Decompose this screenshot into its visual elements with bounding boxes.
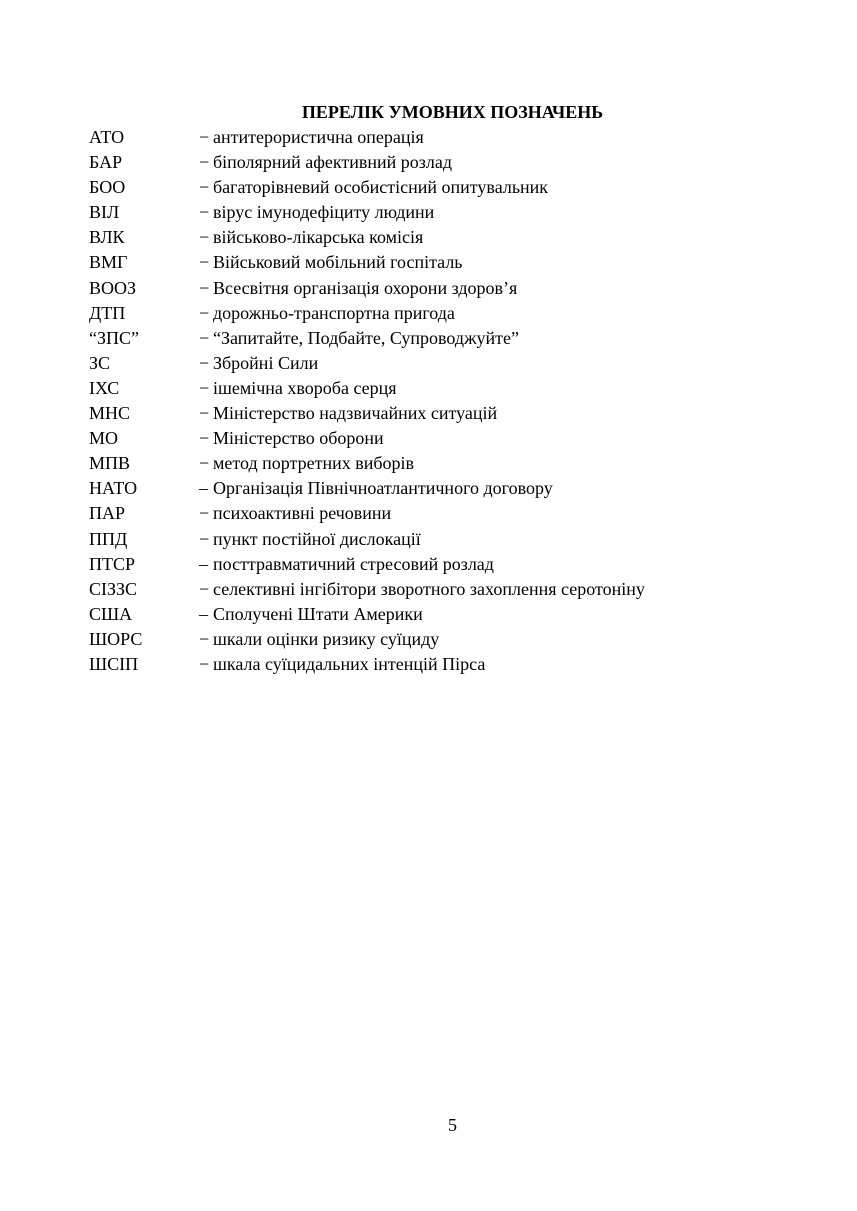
abbreviation: ПАР [89, 503, 126, 524]
definition: Сполучені Штати Америки [213, 603, 423, 624]
definition: Військовий мобільний госпіталь [213, 252, 463, 273]
abbreviation: “ЗПС” [89, 327, 140, 348]
abbreviation: МПВ [89, 453, 131, 474]
definition: дорожньо-транспортна пригода [213, 302, 455, 323]
dash: − [199, 528, 210, 549]
definition: Всесвітня організація охорони здоров’я [213, 277, 518, 298]
dash: – [199, 603, 208, 624]
definition: біполярний афективний розлад [213, 152, 453, 173]
dash: − [199, 252, 210, 273]
abbreviation: ШСІП [89, 653, 139, 674]
dash: − [199, 202, 210, 223]
definition: шкала суїцидальних інтенцій Пірса [213, 653, 486, 674]
abbreviation: ВООЗ [89, 277, 137, 298]
definition: психоактивні речовини [213, 503, 392, 524]
abbreviation: БОО [89, 177, 126, 198]
definition: посттравматичний стресовий розлад [213, 553, 494, 574]
abbreviation: ППД [89, 528, 128, 549]
abbreviation: АТО [89, 127, 125, 147]
abbreviation: МНС [89, 403, 131, 424]
abbreviation: ВІЛ [89, 202, 120, 223]
abbreviation: МО [89, 428, 119, 449]
page-title: ПЕРЕЛІК УМОВНИХ ПОЗНАЧЕНЬ [301, 102, 604, 122]
definition: пункт постійної дислокації [213, 528, 421, 549]
definition: Міністерство оборони [213, 428, 384, 449]
definition: шкали оцінки ризику суїциду [213, 628, 440, 649]
definition: військово-лікарська комісія [213, 227, 424, 248]
abbreviation: ВМГ [89, 252, 128, 273]
page-number: 5 [448, 1115, 457, 1135]
definition: Збройні Сили [213, 352, 319, 373]
definition: Міністерство надзвичайних ситуацій [213, 403, 498, 424]
definition: селективні інгібітори зворотного захоплення серотоніну [213, 578, 645, 599]
abbreviation: ВЛК [89, 227, 125, 248]
dash: − [199, 177, 210, 198]
definition: антитерористична операція [213, 127, 424, 147]
definition: вірус імунодефіциту людини [213, 202, 435, 223]
dash: − [199, 428, 210, 449]
abbreviation: ДТП [89, 302, 126, 323]
dash: − [199, 628, 210, 649]
dash: − [199, 127, 210, 147]
abbreviation: США [89, 603, 133, 624]
dash: − [199, 352, 210, 373]
definition: Організація Північноатлантичного договору [213, 478, 553, 499]
dash: – [199, 553, 208, 574]
dash: − [199, 453, 210, 474]
abbreviation: СІЗЗС [89, 578, 138, 599]
dash: − [199, 653, 210, 674]
abbreviation: НАТО [89, 478, 138, 499]
dash: – [199, 478, 208, 499]
definition: метод портретних виборів [213, 453, 415, 474]
definition: ішемічна хвороба серця [213, 377, 397, 398]
dash: − [199, 578, 210, 599]
dash: − [199, 377, 210, 398]
dash: − [199, 227, 210, 248]
abbreviation: ШОРС [89, 628, 143, 649]
dash: − [199, 277, 210, 298]
definition: “Запитайте, Подбайте, Супроводжуйте” [213, 327, 519, 348]
dash: − [199, 403, 210, 424]
abbreviation: ЗС [89, 352, 111, 373]
dash: − [199, 152, 210, 173]
dash: − [199, 327, 210, 348]
abbreviation: ІХС [89, 377, 120, 398]
dash: − [199, 503, 210, 524]
dash: − [199, 302, 210, 323]
abbreviation: БАР [89, 152, 123, 173]
abbreviation: ПТСР [89, 553, 136, 574]
definition: багаторівневий особистісний опитувальник [213, 177, 549, 198]
